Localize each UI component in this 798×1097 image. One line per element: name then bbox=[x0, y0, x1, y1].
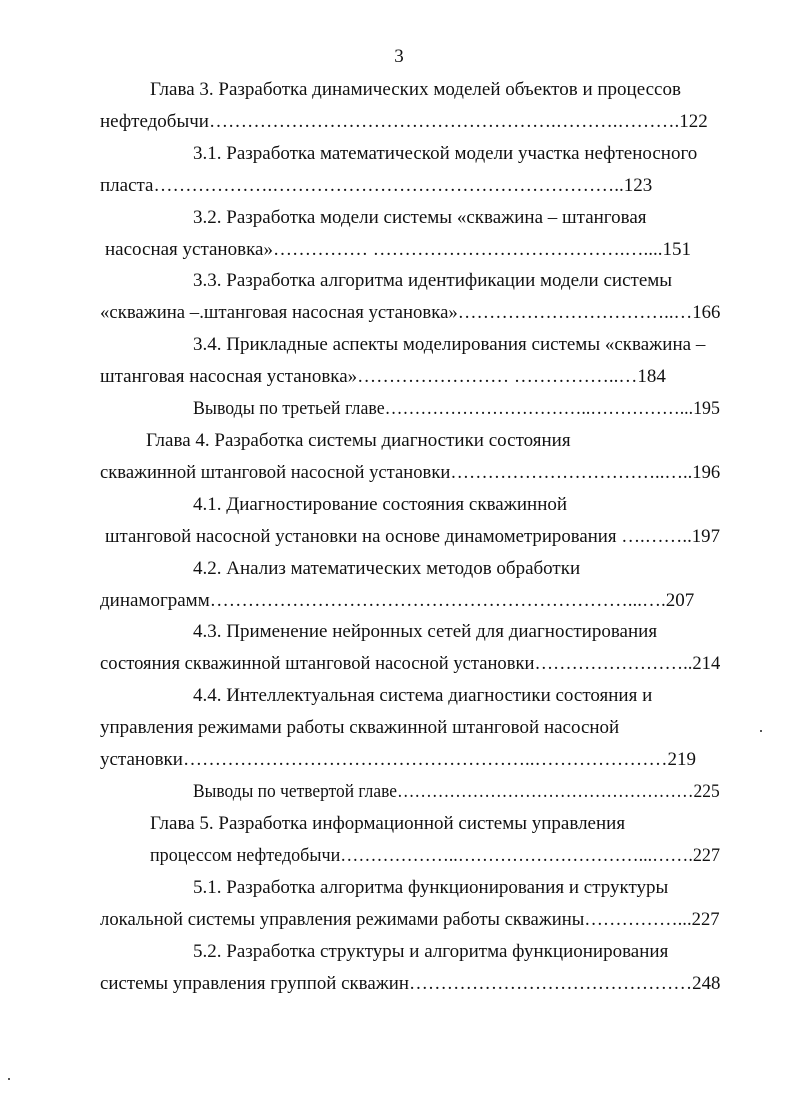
toc-entry-line: штанговой насосной установки на основе динамометрирования ….……..197 bbox=[105, 526, 721, 547]
toc-entry-line: процессом нефтедобычи………………..…………………………...…….227 bbox=[150, 845, 720, 866]
toc-entry-line: управления режимами работы скважинной штанговой насосной bbox=[100, 717, 620, 738]
toc-entry-line: 3.4. Прикладные аспекты моделирования системы «скважина – bbox=[193, 334, 706, 355]
toc-entry-line: 5.1. Разработка алгоритма функционирования и структуры bbox=[193, 877, 669, 898]
toc-entry-line: 3.1. Разработка математической модели участка нефтеносного bbox=[193, 143, 698, 164]
toc-entry-line: «скважина –.штанговая насосная установка»……………………………..…166 bbox=[100, 302, 721, 323]
toc-entry-line: 4.2. Анализ математических методов обработки bbox=[193, 558, 581, 579]
toc-entry-line: 4.3. Применение нейронных сетей для диагностирования bbox=[193, 621, 658, 642]
toc-entry-line: пласта……………….………………………………………………..123 bbox=[100, 175, 653, 196]
toc-entry-line: динамограмм…………………………………………………………...….207 bbox=[100, 590, 695, 611]
toc-entry-line: установки………………………………………………..…………………219 bbox=[100, 749, 696, 770]
scan-speck bbox=[8, 1078, 10, 1080]
toc-entry-line: 4.4. Интеллектуальная система диагностики состояния и bbox=[193, 685, 653, 706]
toc-entry-line: скважинной штанговой насосной установки……………………………..…..196 bbox=[100, 462, 721, 483]
toc-entry-line: 3.3. Разработка алгоритма идентификации модели системы bbox=[193, 270, 673, 291]
toc-entry-line: Глава 3. Разработка динамических моделей объектов и процессов bbox=[150, 79, 681, 100]
toc-entry-line: 5.2. Разработка структуры и алгоритма функционирования bbox=[193, 941, 669, 962]
toc-entry-line: Выводы по третьей главе……………………………..……………...195 bbox=[193, 398, 720, 419]
page-number: 3 bbox=[394, 46, 404, 67]
toc-entry-line: 3.2. Разработка модели системы «скважина – штанговая bbox=[193, 207, 647, 228]
toc-entry-line: Выводы по четвертой главе……………………………………………225 bbox=[193, 781, 720, 802]
toc-entry-line: 4.1. Диагностирование состояния скважинной bbox=[193, 494, 568, 515]
toc-entry-line: насосная установка»…………… ………………………………….…....151 bbox=[105, 239, 691, 260]
toc-entry-line: Глава 4. Разработка системы диагностики состояния bbox=[146, 430, 571, 451]
toc-entry-line: штанговая насосная установка»…………………… ……………..…184 bbox=[100, 366, 666, 387]
toc-entry-line: локальной системы управления режимами работы скважины……………...227 bbox=[100, 909, 720, 930]
toc-entry-line: Глава 5. Разработка информационной системы управления bbox=[150, 813, 626, 834]
scan-speck bbox=[760, 730, 762, 732]
toc-entry-line: системы управления группой скважин………………………………………248 bbox=[100, 973, 721, 994]
toc-entry-line: нефтедобычи……………………………………………….……….……….122 bbox=[100, 111, 708, 132]
toc-entry-line: состояния скважинной штанговой насосной установки……………………..214 bbox=[100, 653, 721, 674]
